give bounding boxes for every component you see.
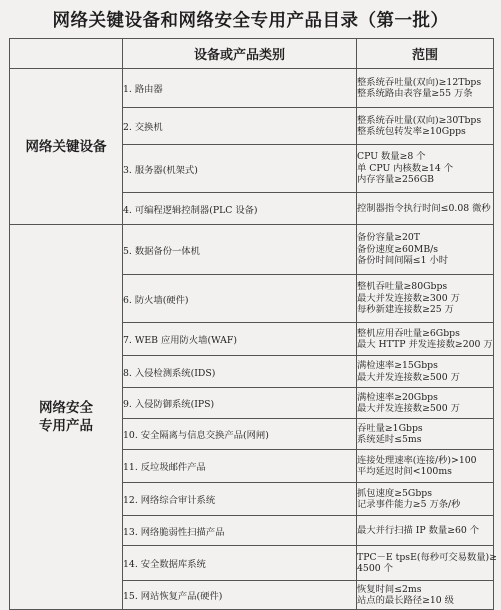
range-line: 备份速度≥60MB/s [357, 243, 439, 255]
header-category: 设备或产品类别 [123, 39, 357, 69]
item-range [357, 516, 494, 546]
range-line: 最大并行扫描 IP 数量≥60 个 [357, 524, 480, 536]
group-label-security-products [10, 225, 123, 610]
item-label: 9. 入侵防御系统(IPS) [123, 388, 357, 419]
table-row [10, 69, 494, 108]
range-line: CPU 数量≥8 个 [357, 151, 426, 163]
item-label: 15. 网站恢复产品(硬件) [123, 581, 357, 610]
range-line: 记录事件能力≥5 万条/秒 [357, 499, 461, 510]
range-line: 单 CPU 内核数≥14 个 [357, 162, 454, 174]
item-label: 4. 可编程逻辑控制器(PLC 设备) [123, 193, 357, 225]
item-label: 14. 安全数据库系统 [123, 546, 357, 581]
item-range [357, 450, 494, 483]
range-line: 吞吐量≥1Gbps [357, 422, 423, 434]
catalog-table [9, 38, 497, 610]
range-line: 抓包速度≥5Gbps [357, 487, 432, 499]
range-line: 整系统吞吐量(双向)≥30Tbps [357, 114, 482, 126]
range-line: 备份容量≥20T [357, 232, 421, 244]
item-range [357, 388, 494, 419]
range-line: 恢复时间≤2ms [357, 583, 422, 595]
item-range [357, 419, 494, 450]
item-label: 3. 服务器(机架式) [123, 145, 357, 193]
item-label: 12. 网络综合审计系统 [123, 483, 357, 516]
item-label: 1. 路由器 [123, 69, 357, 108]
item-range [357, 581, 494, 610]
range-line: 备份时间间隔≤1 小时 [357, 255, 449, 267]
range-line: 满检速率≥20Gbps [357, 391, 438, 403]
item-label: 11. 反垃圾邮件产品 [123, 450, 357, 483]
item-label: 6. 防火墙(硬件) [123, 275, 357, 323]
range-line: 整系统吞吐量(双向)≥12Tbps [357, 76, 482, 88]
group-label-critical-devices: 网络关键设备 [10, 69, 123, 225]
range-line: 满检速率≥15Gbps [357, 360, 438, 371]
item-label: 10. 安全隔离与信息交换产品(网闸) [123, 419, 357, 450]
table-row [10, 225, 494, 275]
range-line: 整系统路由表容量≥55 万条 [357, 88, 473, 99]
range-line: 连接处理速率(连接/秒)>100 [357, 454, 477, 466]
item-range [357, 323, 494, 356]
range-line: 系统延时≤5ms [357, 434, 422, 445]
item-label: 7. WEB 应用防火墙(WAF) [123, 323, 357, 356]
range-line: 最大并发连接数≥500 万 [357, 371, 460, 383]
range-line: 4500 个 [357, 563, 393, 574]
item-label: 5. 数据备份一体机 [123, 225, 357, 275]
item-label: 13. 网络脆弱性扫描产品 [123, 516, 357, 546]
range-line: 每秒新建连接数≥25 万 [357, 304, 454, 316]
group-label-line: 专用产品 [39, 418, 93, 434]
item-range [357, 145, 494, 193]
group-label-line: 网络安全 [39, 400, 93, 416]
item-range [357, 356, 494, 388]
range-line: TPC－E tpsE(每秒可交易数量)≥ [357, 551, 497, 563]
range-line: 最大并发连接数≥300 万 [357, 292, 460, 304]
item-range [357, 275, 494, 323]
item-range [357, 483, 494, 516]
range-line: 内存容量≥256GB [357, 174, 434, 186]
range-line: 整系统包转发率≥10Gpps [357, 126, 466, 137]
item-range [357, 225, 494, 275]
range-line: 平均延迟时间<100ms [357, 466, 452, 477]
item-range [357, 193, 494, 225]
item-range [357, 69, 494, 108]
header-row [10, 39, 494, 69]
range-line: 控制器指令执行时间≤0.08 微秒 [357, 202, 491, 214]
range-line: 最大 HTTP 并发连接数≥200 万 [357, 339, 493, 350]
page-title: 网络关键设备和网络安全专用产品目录（第一批） [52, 11, 449, 31]
header-blank-cell [10, 39, 123, 69]
header-range: 范围 [357, 39, 494, 69]
item-label: 8. 入侵检测系统(IDS) [123, 356, 357, 388]
item-range [357, 546, 497, 581]
range-line: 整机应用吞吐量≥6Gbps [357, 327, 460, 339]
item-range [357, 108, 494, 145]
range-line: 最大并发连接数≥500 万 [357, 403, 460, 414]
range-line: 整机吞吐量≥80Gbps [357, 281, 448, 293]
range-line: 站点的最长路径≥10 级 [357, 595, 454, 606]
item-label: 2. 交换机 [123, 108, 357, 145]
